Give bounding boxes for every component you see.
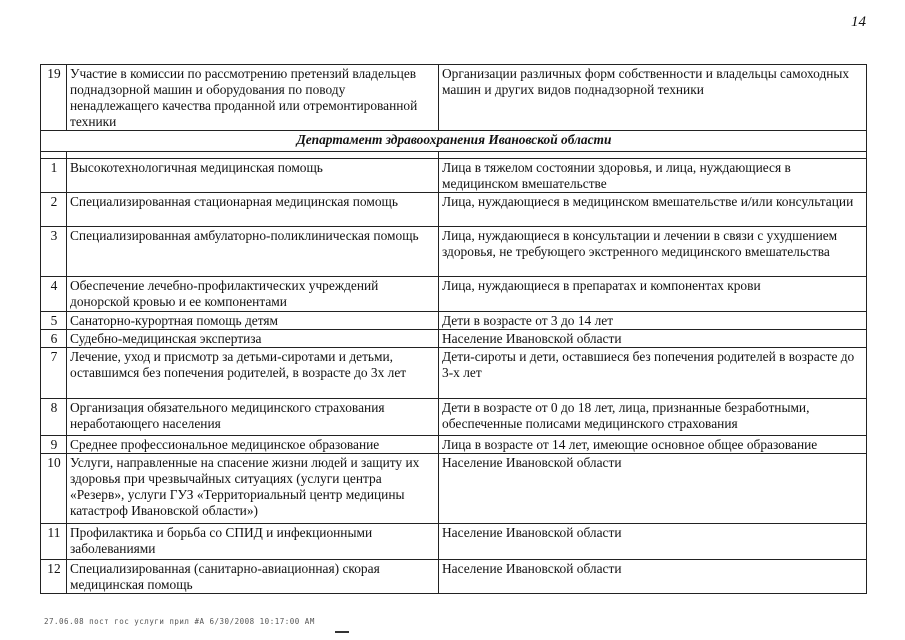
recipients-cell: Дети-сироты и дети, оставшиеся без попечения родителей в возрасте до 3-х лет xyxy=(439,348,867,399)
row-number: 19 xyxy=(41,65,67,131)
recipients-cell: Лица в тяжелом состоянии здоровья, и лица, нуждающиеся в медицинском вмешательстве xyxy=(439,159,867,193)
service-cell: Услуги, направленные на спасение жизни людей и защиту их здоровья при чрезвычайных ситуациях (услуги центра «Резерв», услуги ГУЗ «Территориальный центр медицины катастроф Ивановской области») xyxy=(67,454,439,524)
service-cell: Организация обязательного медицинского страхования неработающего населения xyxy=(67,399,439,436)
row-number: 1 xyxy=(41,159,67,193)
service-cell: Специализированная стационарная медицинская помощь xyxy=(67,193,439,227)
table-row xyxy=(41,312,867,330)
table-row xyxy=(41,399,867,436)
recipients-cell: Население Ивановской области xyxy=(439,524,867,560)
table-row xyxy=(41,524,867,560)
recipients-cell: Дети в возрасте от 0 до 18 лет, лица, признанные безработными, обеспеченные полисами медицинского страхования xyxy=(439,399,867,436)
table-row xyxy=(41,454,867,524)
table-row xyxy=(41,560,867,594)
service-cell: Профилактика и борьба со СПИД и инфекционными заболеваниями xyxy=(67,524,439,560)
service-cell: Обеспечение лечебно-профилактических учреждений донорской кровью и ее компонентами xyxy=(67,277,439,312)
service-cell: Специализированная (санитарно-авиационная) скорая медицинская помощь xyxy=(67,560,439,594)
row-number: 7 xyxy=(41,348,67,399)
document-footer: 27.06.08 пост гос услуги прил #А 6/30/2008 10:17:00 AM xyxy=(44,617,315,626)
recipients-cell: Дети в возрасте от 3 до 14 лет xyxy=(439,312,867,330)
department-header-row xyxy=(41,131,867,152)
scan-mark xyxy=(335,631,349,633)
service-cell: Судебно-медицинская экспертиза xyxy=(67,330,439,348)
recipients-cell: Население Ивановской области xyxy=(439,454,867,524)
row-number: 8 xyxy=(41,399,67,436)
table-row xyxy=(41,193,867,227)
services-table xyxy=(40,64,867,594)
recipients-cell: Лица, нуждающиеся в консультации и лечении в связи с ухудшением здоровья, не требующего экстренного медицинского вмешательства xyxy=(439,227,867,277)
recipients-cell: Лица, нуждающиеся в медицинском вмешательстве и/или консультации xyxy=(439,193,867,227)
recipients-cell: Население Ивановской области xyxy=(439,330,867,348)
table-row xyxy=(41,65,867,131)
page-number: 14 xyxy=(851,14,866,30)
service-cell: Среднее профессиональное медицинское образование xyxy=(67,436,439,454)
row-number: 6 xyxy=(41,330,67,348)
row-number: 2 xyxy=(41,193,67,227)
table-row xyxy=(41,277,867,312)
service-cell: Специализированная амбулаторно-поликлиническая помощь xyxy=(67,227,439,277)
spacer-row xyxy=(41,152,867,159)
row-number: 10 xyxy=(41,454,67,524)
department-heading: Департамент здравоохранения Ивановской области xyxy=(41,131,867,152)
table-row xyxy=(41,227,867,277)
row-number: 9 xyxy=(41,436,67,454)
table-row xyxy=(41,348,867,399)
table-row xyxy=(41,159,867,193)
service-cell: Лечение, уход и присмотр за детьми-сиротами и детьми, оставшимся без попечения родителей, в возрасте до 3х лет xyxy=(67,348,439,399)
row-number: 4 xyxy=(41,277,67,312)
table-row xyxy=(41,330,867,348)
table-row xyxy=(41,436,867,454)
recipients-cell: Лица, нуждающиеся в препаратах и компонентах крови xyxy=(439,277,867,312)
row-number: 12 xyxy=(41,560,67,594)
row-number: 11 xyxy=(41,524,67,560)
service-cell: Санаторно-курортная помощь детям xyxy=(67,312,439,330)
service-cell: Высокотехнологичная медицинская помощь xyxy=(67,159,439,193)
service-cell: Участие в комиссии по рассмотрению претензий владельцев поднадзорной машин и оборудования по поводу ненадлежащего качества проданной или отремонтированной техники xyxy=(67,65,439,131)
row-number: 3 xyxy=(41,227,67,277)
recipients-cell: Лица в возрасте от 14 лет, имеющие основное общее образование xyxy=(439,436,867,454)
recipients-cell: Население Ивановской области xyxy=(439,560,867,594)
row-number: 5 xyxy=(41,312,67,330)
recipients-cell: Организации различных форм собственности и владельцы самоходных машин и других видов поднадзорной техники xyxy=(439,65,867,131)
